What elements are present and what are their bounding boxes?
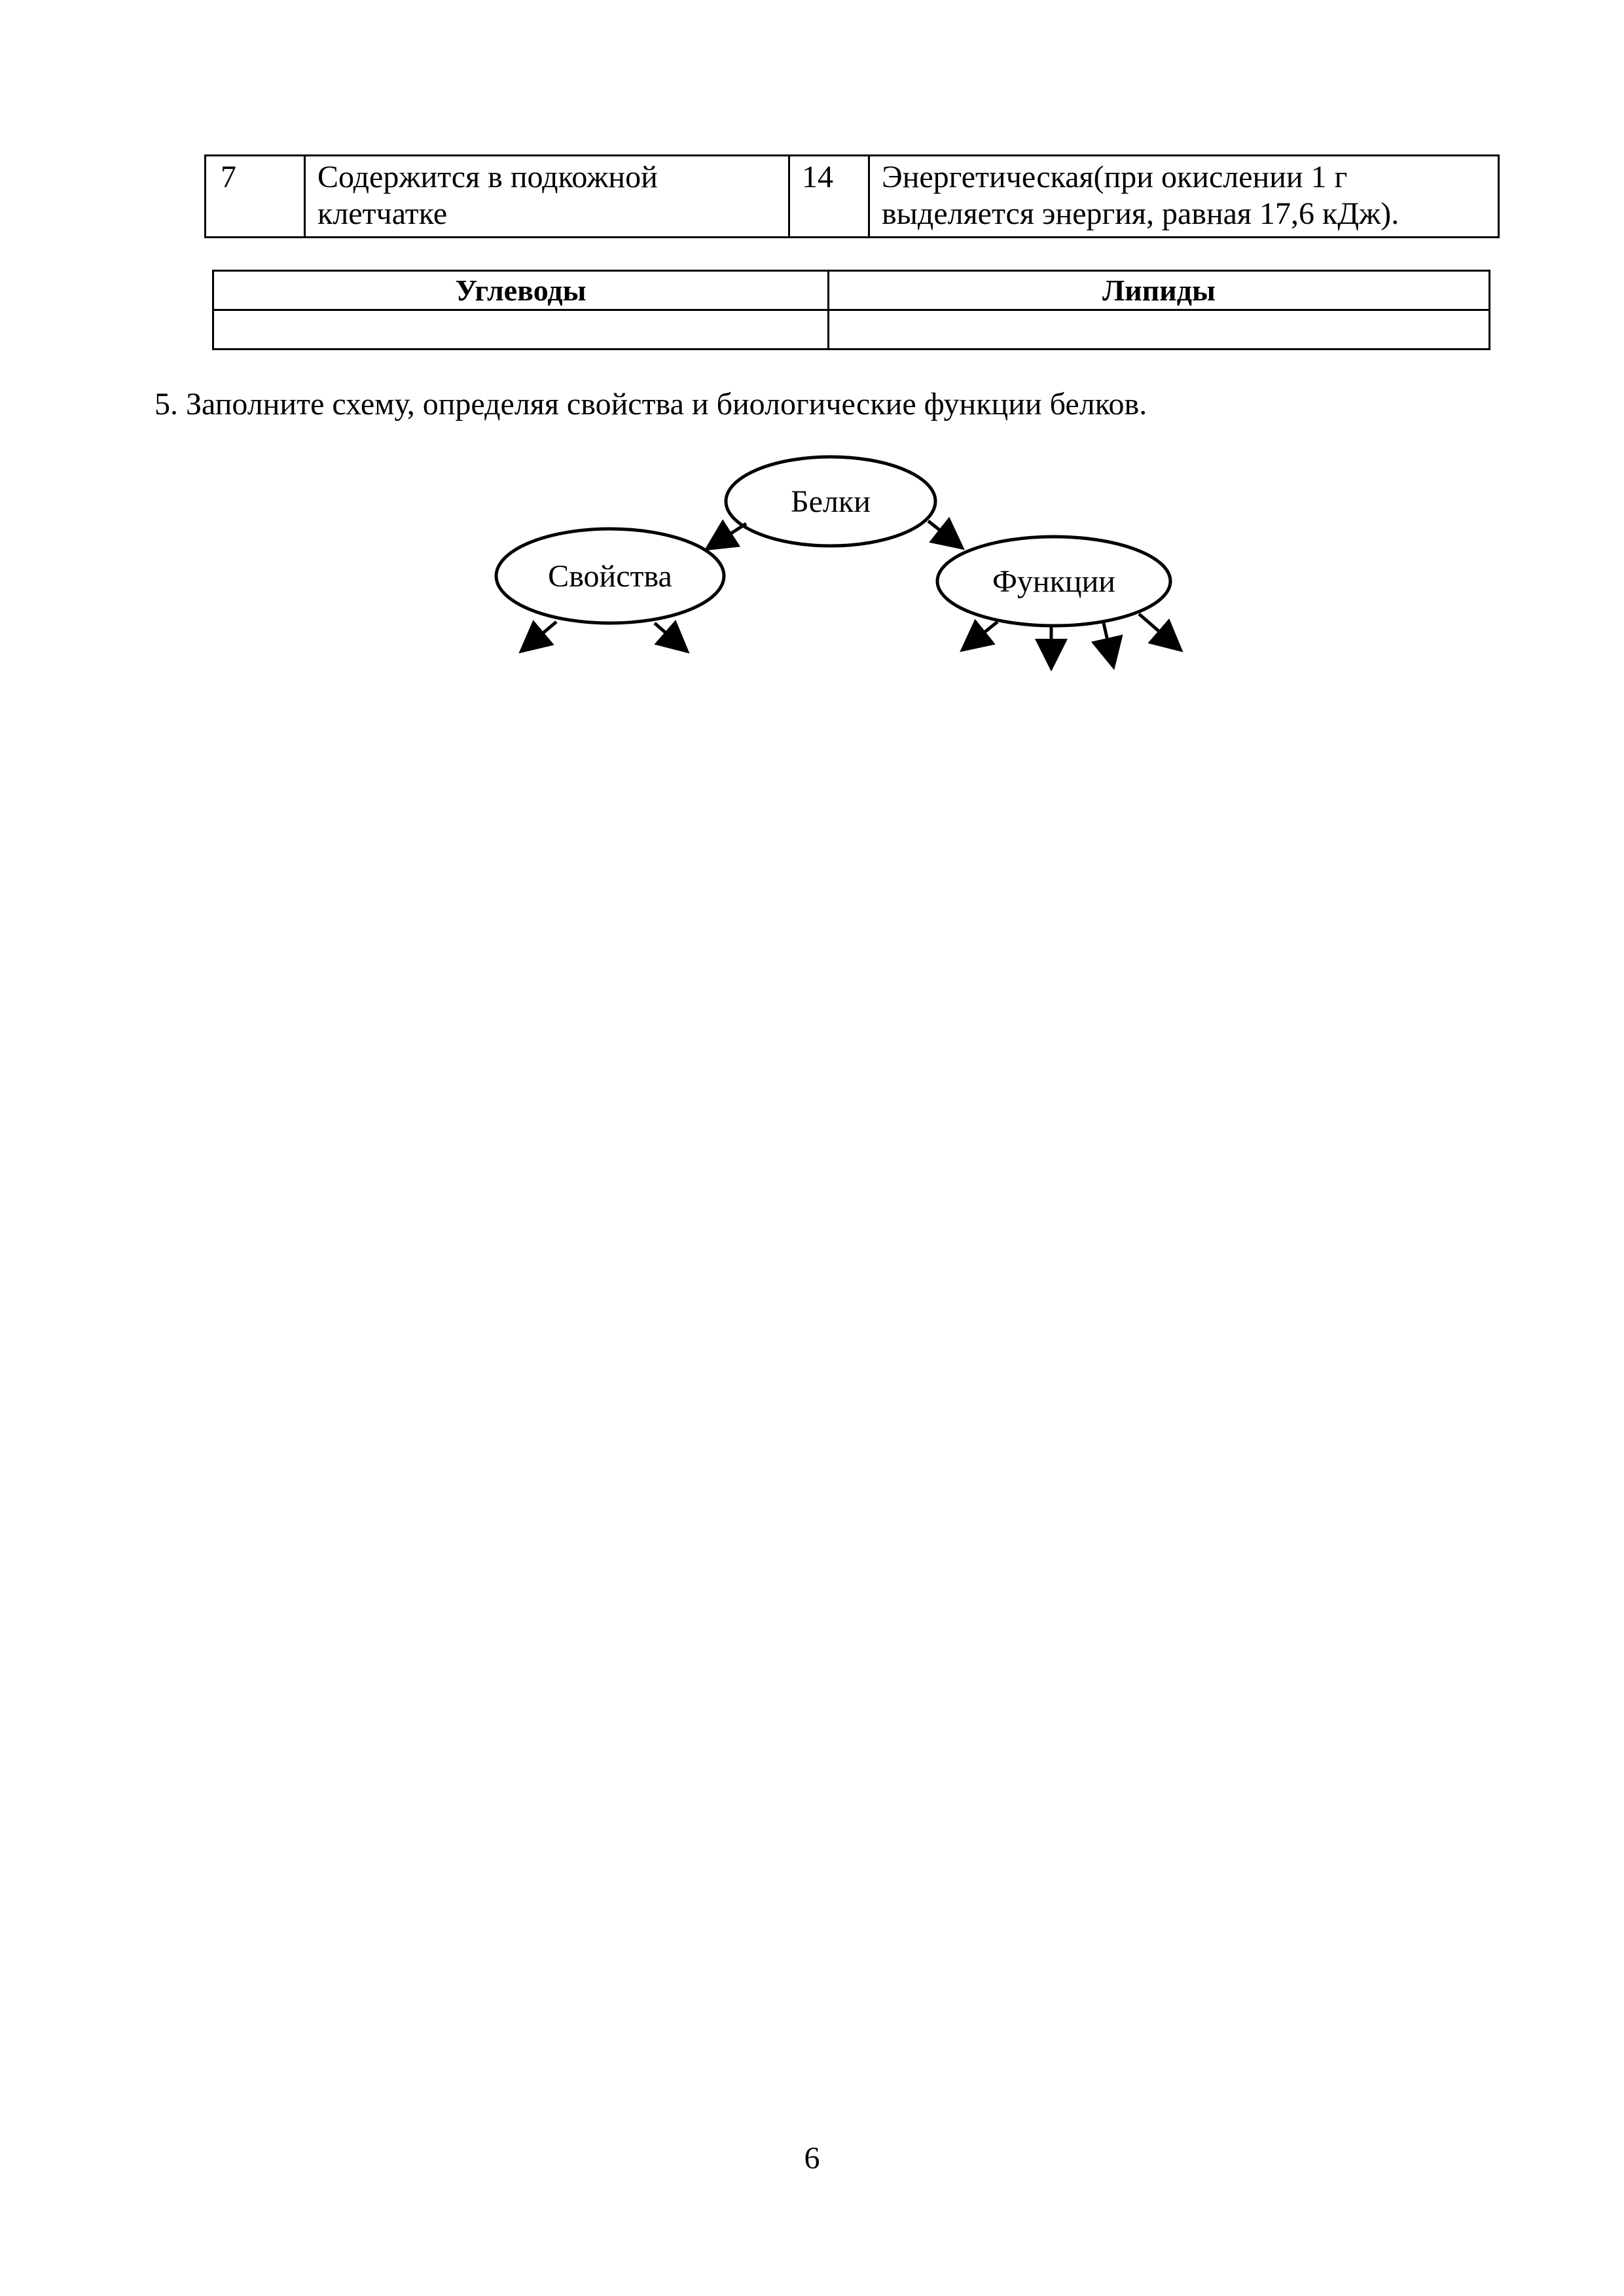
header-lipids: Липиды — [829, 271, 1490, 310]
arrow-root-to-properties — [710, 524, 746, 547]
properties-node-label: Свойства — [548, 559, 672, 594]
arrow-function-4 — [1139, 614, 1178, 648]
arrow-function-1 — [965, 622, 998, 648]
root-node-label: Белки — [791, 484, 871, 519]
functions-node-label: Функции — [992, 564, 1115, 599]
row-text-right: Энергетическая(при окислении 1 г выделяется энергия, равная 17,6 кДж). — [869, 156, 1499, 238]
row-text-left: Содержится в подкожной клетчатке — [305, 156, 789, 238]
proteins-scheme-diagram — [0, 0, 1624, 720]
row-number-right: 14 — [789, 156, 869, 238]
arrow-function-3 — [1104, 623, 1113, 664]
row-number-left: 7 — [206, 156, 305, 238]
task-instruction: 5. Заполните схему, определяя свойства и биологические функции белков. — [154, 387, 1147, 422]
arrow-property-1 — [524, 622, 556, 649]
header-carbohydrates: Углеводы — [213, 271, 829, 310]
arrow-root-to-functions — [928, 521, 960, 546]
page-number: 6 — [804, 2141, 820, 2176]
arrow-property-2 — [655, 623, 685, 649]
